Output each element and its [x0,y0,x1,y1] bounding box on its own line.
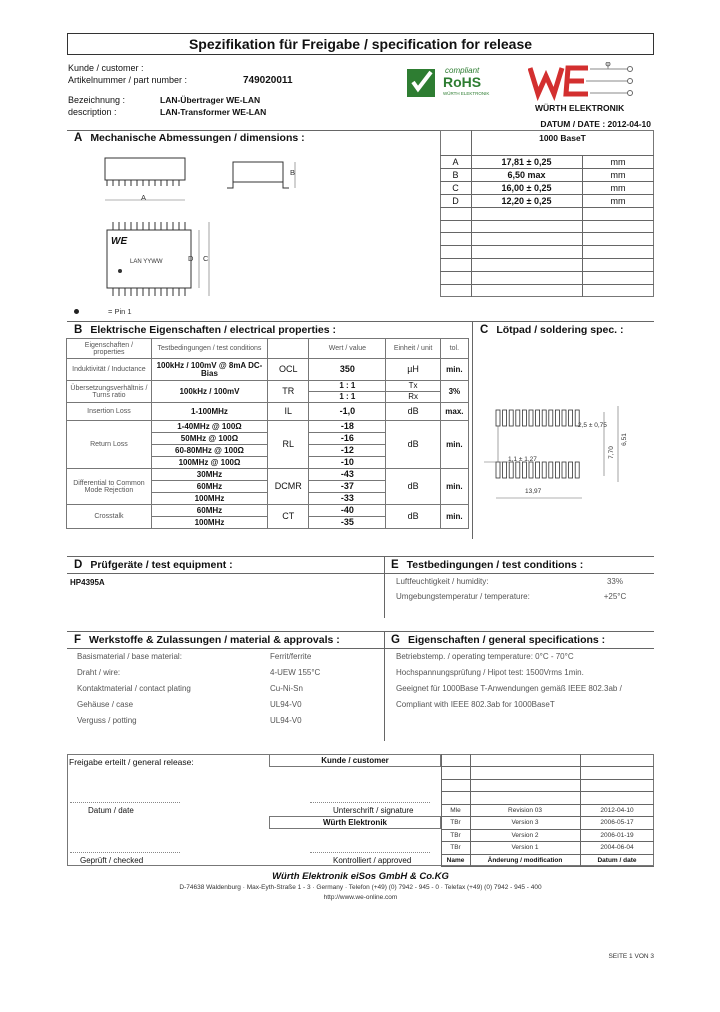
rl-value: -18 [309,421,386,433]
date-label: Datum / date [88,806,134,815]
table-row [67,421,469,433]
material-label: Verguss / potting [77,716,137,725]
material-value: 4-UEW 155°C [270,668,321,677]
history-col-line [580,754,581,866]
section-e-letter: E [391,559,399,571]
dim-value: 16,00 ± 0,25 [501,183,552,193]
ocl-tol: min. [440,359,468,381]
section-g-heading [391,634,605,646]
ocl-symbol: OCL [268,359,309,381]
history-date: 2006-05-17 [600,819,634,826]
history-row-line [441,854,654,855]
footer-url[interactable]: http://www.we-online.com [323,894,398,901]
il-symbol: IL [268,403,309,421]
material-value: UL94-V0 [270,716,302,725]
history-modification: Version 2 [511,832,539,839]
part-label: Artikelnummer / part number : [68,75,188,85]
section-e-heading [391,559,583,571]
dcmr-unit: dB [386,469,440,505]
solder-pad [555,410,559,426]
history-row-line [441,779,654,780]
il-tol: max. [440,403,468,421]
tr-symbol: TR [268,381,309,403]
section-d-title: Prüfgeräte / test equipment : [90,559,233,571]
solder-pad [496,462,500,478]
section-f-letter: F [74,634,82,646]
rl-unit: dB [386,421,440,469]
material-label: Gehäuse / case [77,700,134,709]
solder-pad [549,462,553,478]
dim-value: 12,20 ± 0,25 [501,196,552,206]
dcmr-value: -33 [309,493,386,505]
tr-value-rx: 1 : 1 [309,392,386,403]
test-condition-value: 33% [606,577,623,586]
il-unit: dB [386,403,440,421]
solder-pad [509,462,513,478]
ct-tol: min. [440,505,468,529]
section-f-title: Werkstoffe & Zulassungen / material & approvals : [89,634,340,646]
page-title: Spezifikation für Freigabe / specification for release [188,36,533,52]
history-col-line [470,754,471,866]
general-spec-line: Hochspannungsprüfung / Hipot test: 1500Vrms 1min. [396,668,584,677]
section-f-rule [67,631,654,632]
ocl-property: Induktivität / Inductance [67,359,152,381]
table-row [67,505,469,517]
solder-pad [529,462,533,478]
mechanical-drawing [95,150,315,320]
dim-label-b: B [290,168,296,177]
section-bc-divider [472,321,473,539]
date-dotted-line [70,802,180,803]
dcmr-value: -37 [309,481,386,493]
tr-condition: 100kHz / 100mV [151,381,267,403]
section-b-title: Elektrische Eigenschaften / electrical properties : [90,324,336,336]
dim-label-c: C [203,254,209,263]
rl-value: -12 [309,445,386,457]
history-header-name: Name [446,857,465,864]
hdr-value: Wert / value [309,339,386,359]
general-spec-line: Geeignet für 1000Base T-Anwendungen gemäß IEEE 802.3ab / [396,684,622,693]
description-label: description : [68,107,117,117]
table-row [67,403,469,421]
history-modification: Revision 03 [508,807,542,814]
history-row-line [441,766,654,767]
dim-unit: mm [610,170,626,180]
solder-pad [562,462,566,478]
page-number: SEITE 1 VON 3 [608,953,654,960]
section-d-letter: D [74,559,83,571]
electrical-table [66,338,469,529]
section-e-underline [384,573,654,574]
pad-dim-2: 7,70 [607,446,615,459]
ct-condition: 100MHz [151,517,267,529]
dim-key: B [452,170,459,180]
solder-pad [536,462,540,478]
history-name: Mle [450,807,461,814]
section-de-divider [384,556,385,618]
solder-pad [569,410,573,426]
history-row-line [441,866,654,867]
rohs-main-text: RoHS [443,74,482,90]
dcmr-property: Differential to Common Mode Rejection [67,469,152,505]
pin1-legend: = Pin 1 [108,307,132,316]
general-spec-line: Betriebstemp. / operating temperature: 0°C - 70°C [396,652,574,661]
hdr-conditions: Testbedingungen / test conditions [151,339,267,359]
section-e-title: Testbedingungen / test conditions : [406,559,584,571]
dim-label-d: D [188,254,194,263]
dim-row-line [440,245,654,246]
il-property: Insertion Loss [67,403,152,421]
section-c-heading [480,324,624,336]
approved-dotted-line [310,852,430,853]
part-number: 749020011 [243,75,293,86]
ct-value: -35 [309,517,386,529]
checked-label: Geprüft / checked [80,856,144,865]
dim-row-line [440,155,654,156]
rl-value: -10 [309,457,386,469]
dim-key: D [452,196,459,206]
history-date: 2006-01-19 [600,832,634,839]
history-name: TBr [450,844,461,851]
tr-tol: 3% [440,381,468,403]
solder-pad [516,462,520,478]
history-row-line [441,804,654,805]
ct-condition: 60MHz [151,505,267,517]
section-g-letter: G [391,634,400,646]
dcmr-symbol: DCMR [268,469,309,505]
ocl-condition: 100kHz / 100mV @ 8mA DC-Bias [151,359,267,381]
dcmr-condition: 30MHz [151,469,267,481]
material-label: Basismaterial / base material: [77,652,182,661]
footer-company: Würth Elektronik eiSos GmbH & Co.KG [272,871,449,882]
material-value: Cu-Ni-Sn [270,684,303,693]
ct-property: Crosstalk [67,505,152,529]
hdr-properties: Eigenschaften / properties [67,339,152,359]
dim-row-line [440,232,654,233]
material-value: Ferrit/ferrite [270,652,312,661]
dim-table-header: 1000 BaseT [539,133,586,143]
history-row-line [441,791,654,792]
solder-pad [549,410,553,426]
il-value: -1,0 [309,403,386,421]
we-column-label: Würth Elektronik [322,818,387,827]
dim-key: C [452,183,459,193]
signature-dotted-line [310,802,430,803]
solder-pad [503,410,507,426]
solder-pad [542,410,546,426]
we-logo [528,62,640,114]
solder-pad [536,410,540,426]
pin1-dot-icon [74,309,79,314]
approved-label: Kontrolliert / approved [333,856,412,865]
pad-dim-1: 2,5 ± 0,75 [578,422,607,429]
solder-pad [529,410,533,426]
section-d-heading [74,559,233,571]
chip-logo: WE [111,236,128,247]
history-date: 2012-04-10 [600,807,634,814]
dim-unit: mm [610,183,626,193]
dim-row-line [440,284,654,285]
history-date: 2004-06-04 [600,844,634,851]
il-condition: 1-100MHz [151,403,267,421]
material-label: Kontaktmaterial / contact plating [77,684,191,693]
history-modification: Version 1 [511,844,539,851]
table-row [67,359,469,381]
tr-unit-tx: Tx [386,381,440,392]
general-spec-line: Compliant with IEEE 802.3ab for 1000BaseT [396,700,555,709]
test-equipment: HP4395A [70,578,105,587]
solder-pad [496,410,500,426]
dim-unit: mm [610,196,626,206]
section-a-title: Mechanische Abmessungen / dimensions : [90,132,305,144]
dim-row-line [440,220,654,221]
solder-pad [516,410,520,426]
history-header-date: Datum / date [597,857,637,864]
rl-property: Return Loss [67,421,152,469]
rohs-logo [405,66,517,100]
history-row-line [441,829,654,830]
rl-value: -16 [309,433,386,445]
material-value: UL94-V0 [270,700,302,709]
dcmr-condition: 60MHz [151,481,267,493]
dim-value: 17,81 ± 0,25 [501,157,552,167]
section-c-title: Lötpad / soldering spec. : [496,324,624,336]
section-b-letter: B [74,324,83,336]
hdr-unit: Einheit / unit [386,339,440,359]
solder-pad [575,462,579,478]
section-d-rule [67,556,654,557]
checked-dotted-line [70,852,180,853]
section-b-heading [74,324,336,336]
customer-column-label: Kunde / customer [321,756,389,765]
section-a-heading [74,132,305,144]
rl-condition: 1-40MHz @ 100Ω [151,421,267,433]
description-value: LAN-Transformer WE-LAN [160,107,267,117]
section-f-underline [67,648,384,649]
solder-pad [569,462,573,478]
rl-condition: 100MHz @ 100Ω [151,457,267,469]
dim-row-line [440,207,654,208]
test-condition-label: Umgebungstemperatur / temperature: [396,592,530,601]
table-row [67,381,469,392]
dim-row-line [440,181,654,182]
we-logo-mark-icon [528,62,640,102]
signature-label: Unterschrift / signature [333,806,414,815]
rl-tol: min. [440,421,468,469]
designation-value: LAN-Übertrager WE-LAN [160,95,261,105]
dcmr-tol: min. [440,469,468,505]
section-b-rule [67,321,654,322]
we-brand-name: WÜRTH ELEKTRONIK [535,103,625,113]
tr-unit-rx: Rx [386,392,440,403]
pad-dim-3: 6,51 [620,433,628,446]
test-condition-label: Luftfeuchtigkeit / humidity: [396,577,489,586]
section-c-letter: C [480,324,489,336]
pad-dim-4: 1,1 ± 1,27 [508,456,537,463]
tr-property: Übersetzungsverhältnis / Turns ratio [67,381,152,403]
solder-pad [562,410,566,426]
section-g-underline [384,648,654,649]
chip-marking: LAN YYWW [130,259,163,265]
rl-symbol: RL [268,421,309,469]
designation-label: Bezeichnung : [68,95,126,105]
solder-pad [555,462,559,478]
solder-pad [542,462,546,478]
pad-dim-5: 13,97 [525,488,542,495]
history-name: TBr [450,819,461,826]
hdr-tol: tol. [440,339,468,359]
section-d-underline [67,573,384,574]
dim-label-a: A [141,193,147,202]
history-header-mod: Änderung / modification [487,857,563,864]
dcmr-condition: 100MHz [151,493,267,505]
solder-pad [503,462,507,478]
rohs-sub-text: WÜRTH ELEKTRONIK [443,91,490,96]
ct-value: -40 [309,505,386,517]
footer-address: D-74638 Waldenburg · Max-Eyth-Straße 1 - 3 · Germany · Telefon (+49) (0) 7942 - 945 - 0 · Telefax (+49) (0) 7942 - 945 - 400 [179,884,542,891]
soldering-pad-drawing [484,400,644,510]
history-name: TBr [450,832,461,839]
section-f-heading [74,634,340,646]
table-row [67,469,469,481]
hdr-symbol [268,339,309,359]
release-date: DATUM / DATE : 2012-04-10 [540,119,651,129]
ocl-unit: µH [386,359,440,381]
solder-pad [522,462,526,478]
material-label: Draht / wire: [77,668,121,677]
dim-row-line [440,258,654,259]
rl-condition: 50MHz @ 100Ω [151,433,267,445]
dim-value: 6,50 max [507,170,546,180]
rohs-top-text: compliant [445,66,480,75]
rl-condition: 60-80MHz @ 100Ω [151,445,267,457]
customer-label: Kunde / customer : [68,63,144,73]
dcmr-value: -43 [309,469,386,481]
dim-row-line [440,271,654,272]
ct-symbol: CT [268,505,309,529]
solder-pad [509,410,513,426]
history-row-line [441,816,654,817]
dim-row-line [440,194,654,195]
section-g-title: Eigenschaften / general specifications : [407,634,606,646]
ct-unit: dB [386,505,440,529]
tr-value-tx: 1 : 1 [309,381,386,392]
ocl-value: 350 [309,359,386,381]
general-release-label: Freigabe erteilt / general release: [69,757,194,767]
dim-key: A [452,157,459,167]
history-modification: Version 3 [511,819,539,826]
solder-pad [522,410,526,426]
dim-row-line [440,168,654,169]
section-a-letter: A [74,132,83,144]
history-row-line [441,841,654,842]
test-condition-value: +25°C [603,592,627,601]
dim-unit: mm [610,157,626,167]
